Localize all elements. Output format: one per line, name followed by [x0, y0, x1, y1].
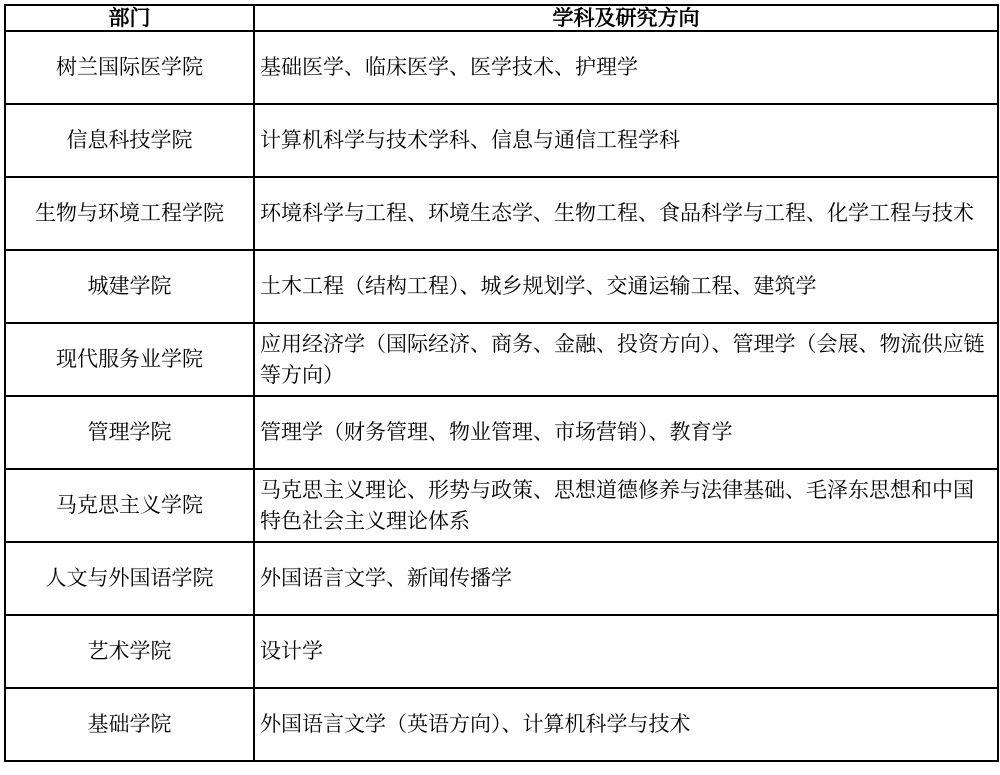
subjects-cell: 基础医学、临床医学、医学技术、护理学: [254, 31, 998, 104]
department-cell: 马克思主义学院: [5, 469, 254, 542]
subjects-cell: 计算机科学与技术学科、信息与通信工程学科: [254, 104, 998, 177]
table-row: [5, 177, 998, 250]
department-cell: 城建学院: [5, 250, 254, 323]
department-cell: 管理学院: [5, 396, 254, 469]
table-row: [5, 323, 998, 396]
table-row: [5, 542, 998, 615]
department-cell: 基础学院: [5, 688, 254, 761]
table-row: [5, 396, 998, 469]
table-row: [5, 104, 998, 177]
table-header: [5, 5, 998, 31]
subjects-cell: 马克思主义理论、形势与政策、思想道德修养与法律基础、毛泽东思想和中国特色社会主义理论体系: [254, 469, 998, 542]
subjects-cell: 环境科学与工程、环境生态学、生物工程、食品科学与工程、化学工程与技术: [254, 177, 998, 250]
header-row: [5, 5, 998, 31]
subjects-cell: 外国语言文学（英语方向）、计算机科学与技术: [254, 688, 998, 761]
subjects-cell: 设计学: [254, 615, 998, 688]
table-row: [5, 31, 998, 104]
department-cell: 现代服务业学院: [5, 323, 254, 396]
table-body: [5, 31, 998, 761]
department-cell: 信息科技学院: [5, 104, 254, 177]
table-row: [5, 615, 998, 688]
subjects-cell: 土木工程（结构工程）、城乡规划学、交通运输工程、建筑学: [254, 250, 998, 323]
department-cell: 人文与外国语学院: [5, 542, 254, 615]
subjects-cell: 应用经济学（国际经济、商务、金融、投资方向）、管理学（会展、物流供应链等方向）: [254, 323, 998, 396]
department-subjects-table: [4, 4, 999, 762]
department-cell: 艺术学院: [5, 615, 254, 688]
department-cell: 生物与环境工程学院: [5, 177, 254, 250]
table-row: [5, 688, 998, 761]
department-cell: 树兰国际医学院: [5, 31, 254, 104]
table-row: [5, 469, 998, 542]
subjects-cell: 管理学（财务管理、物业管理、市场营销）、教育学: [254, 396, 998, 469]
table-row: [5, 250, 998, 323]
subjects-cell: 外国语言文学、新闻传播学: [254, 542, 998, 615]
header-subjects: 学科及研究方向: [254, 5, 998, 31]
header-department: 部门: [5, 5, 254, 31]
